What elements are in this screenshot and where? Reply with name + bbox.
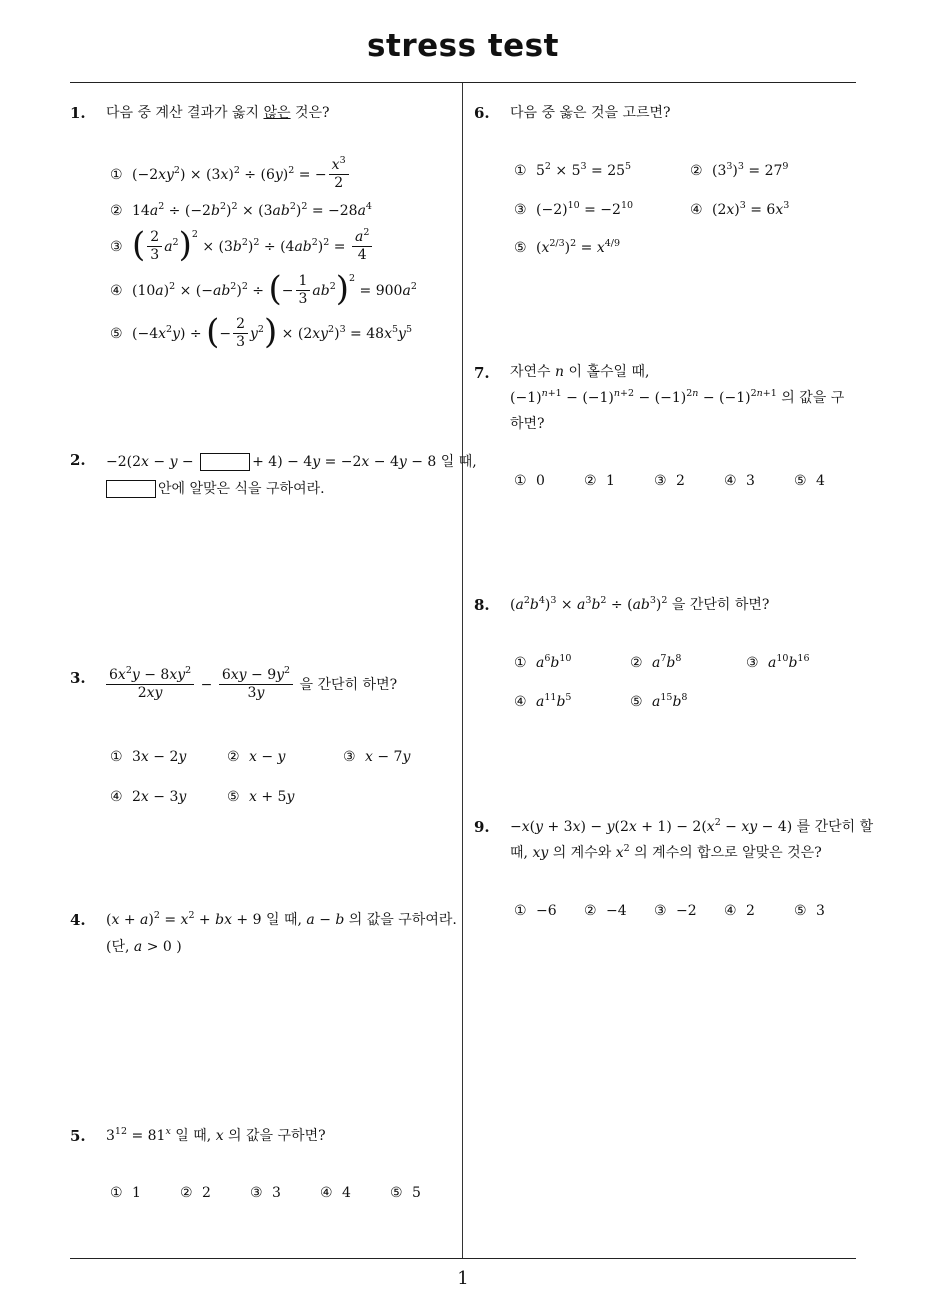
choice-2[interactable]: ② 1 (584, 473, 615, 489)
choice-2[interactable]: ② −4 (584, 903, 627, 919)
choice-5[interactable]: ⑤ 3 (794, 903, 825, 919)
choice-1[interactable]: ① $(-2xy^2) \times (3x)^2 \div (6y)^2$ = − $\frac{x^3}{2}$ (110, 158, 351, 192)
question-text: $\frac{6x^2y - 8xy^2}{2xy}$ − $\frac{6xy - 9y^2}{3y}$ 을 간단히 하면? (104, 668, 397, 702)
choice-3[interactable]: ③ x − 7y (343, 749, 411, 765)
question-text: $(x + a)^2 = x^2$ + bx + 9 일 때, a − b 의 값을 구하여라. (106, 910, 457, 928)
choice-2[interactable]: ② $(3^3)^3 = 27^9$ (690, 161, 789, 179)
question-text-line2: $(-1)^{n+1} - (-1)^{n+2} - (-1)^{2n} - (-1)^{2n+1}$ 의 값을 구 (510, 388, 845, 406)
question-number: 1. (70, 104, 86, 122)
top-rule (70, 82, 856, 83)
choice-2[interactable]: ② $a^7b^8$ (630, 653, 682, 671)
question-text-line2: 안에 알맞은 식을 구하여라. (104, 476, 325, 502)
question-number: 2. (70, 451, 86, 469)
question-text-line3: 하면? (510, 416, 545, 432)
question-text: −2(2x − y − + 4) − 4y = −2x − 4y − 8 일 때, (106, 454, 477, 470)
question-number: 4. (70, 911, 86, 929)
choice-1[interactable]: ① 1 (110, 1185, 141, 1201)
choice-5[interactable]: ⑤ x + 5y (227, 789, 295, 805)
choice-3[interactable]: ③ ( $\frac{2}{3}$ $a^2)^2 \times (3b^2)^2 \div (4ab^2)^2$ = $\frac{a^2}{4}$ (110, 230, 374, 264)
question-text-line2: 때, xy 의 계수와 $x^2$ 의 계수의 합으로 알맞은 것은? (510, 843, 822, 861)
page-title: stress test (367, 28, 559, 64)
question-number: 7. (474, 364, 490, 382)
choice-5[interactable]: ⑤ $(-4x^2y)$ ÷ (− $\frac{2}{3}$ $y^2) \times (2xy^2)^3 = 48x^5y^5$ (110, 311, 412, 352)
question-text: 다음 중 계산 결과가 옳지 않은 것은? (106, 105, 330, 121)
choice-1[interactable]: ① −6 (514, 903, 557, 919)
choice-4[interactable]: ④ 4 (320, 1185, 351, 1201)
choice-4[interactable]: ④ $(10a)^2 \times (-ab^2)^2$ ÷ (− $\frac{1}{3}$ $ab^2)^2 = 900a^2$ (110, 268, 417, 309)
choice-2[interactable]: ② 2 (180, 1185, 211, 1201)
question-number: 8. (474, 596, 490, 614)
choice-3[interactable]: ③ 2 (654, 473, 685, 489)
choice-3[interactable]: ③ $a^{10}b^{16}$ (746, 653, 810, 671)
choice-3[interactable]: ③ 3 (250, 1185, 281, 1201)
question-text: 자연수 n 이 홀수일 때, (510, 364, 650, 380)
column-divider (462, 83, 463, 1258)
question-number: 6. (474, 104, 490, 122)
page-number: 1 (457, 1268, 469, 1289)
choice-2[interactable]: ② $14a^2 \div (-2b^2)^2 \times (3ab^2)^2 = -28a^4$ (110, 201, 372, 219)
choice-3[interactable]: ③ −2 (654, 903, 697, 919)
question-text: $3^{12} = 81^x$ 일 때, x 의 값을 구하면? (106, 1126, 326, 1144)
choice-5[interactable]: ⑤ 4 (794, 473, 825, 489)
choice-5[interactable]: ⑤ $(x^{2/3})^2 = x^{4/9}$ (514, 238, 621, 256)
question-number: 5. (70, 1127, 86, 1145)
question-text: $(a^2b^4)^3 \times a^3b^2 \div (ab^3)^2$ 을 간단히 하면? (510, 595, 770, 613)
choice-4[interactable]: ④ 2x − 3y (110, 789, 187, 805)
choice-5[interactable]: ⑤ 5 (390, 1185, 421, 1201)
choice-4[interactable]: ④ 3 (724, 473, 755, 489)
answer-box (106, 480, 156, 498)
choice-1[interactable]: ① $5^2 \times 5^3 = 25^5$ (514, 161, 632, 179)
choice-4[interactable]: ④ $(2x)^3 = 6x^3$ (690, 200, 790, 218)
question-text: $-x(y + 3x) - y(2x + 1) - 2(x^2$ − xy − 4) 를 간단히 할 (510, 817, 874, 835)
question-number: 3. (70, 669, 86, 687)
answer-box (200, 453, 250, 471)
choice-4[interactable]: ④ $a^{11}b^5$ (514, 692, 572, 710)
choice-2[interactable]: ② x − y (227, 749, 286, 765)
choice-5[interactable]: ⑤ $a^{15}b^8$ (630, 692, 688, 710)
bottom-rule (70, 1258, 856, 1259)
question-number: 9. (474, 818, 490, 836)
choice-1[interactable]: ① 0 (514, 473, 545, 489)
choice-1[interactable]: ① $a^6b^{10}$ (514, 653, 572, 671)
question-text-line2: (단, a > 0 ) (106, 939, 182, 955)
question-text: 다음 중 옳은 것을 고르면? (510, 105, 671, 121)
choice-1[interactable]: ① 3x − 2y (110, 749, 187, 765)
choice-3[interactable]: ③ $(-2)^{10} = -2^{10}$ (514, 200, 634, 218)
choice-4[interactable]: ④ 2 (724, 903, 755, 919)
